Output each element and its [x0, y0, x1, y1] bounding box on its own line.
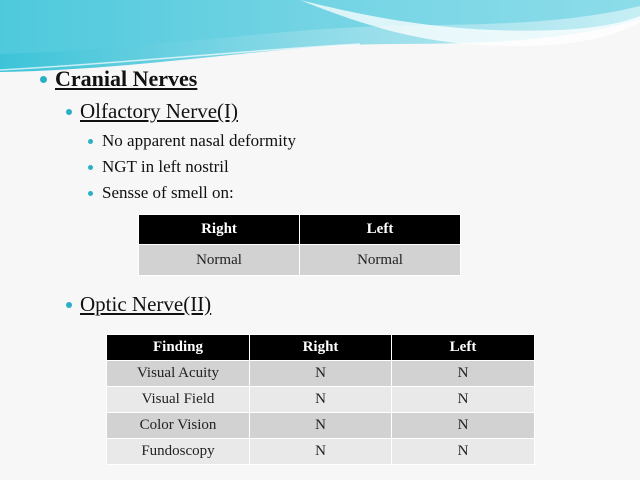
table-cell: N	[392, 387, 535, 413]
bullet-icon	[88, 139, 93, 144]
table-cell: N	[250, 439, 392, 465]
table-row	[107, 361, 535, 387]
table-cell: Visual Field	[107, 387, 250, 413]
table-header-row	[139, 215, 461, 245]
table-cell: Fundoscopy	[107, 439, 250, 465]
olfactory-title: Olfactory Nerve(I)	[80, 99, 238, 123]
column-header: Finding	[107, 335, 250, 361]
table-row	[107, 439, 535, 465]
table-cell: N	[392, 439, 535, 465]
table-cell: N	[392, 361, 535, 387]
bullet-icon	[66, 109, 72, 115]
olfactory-bullet	[88, 131, 296, 151]
table-header-row	[107, 335, 535, 361]
table-cell: N	[250, 387, 392, 413]
bullet-icon	[88, 191, 93, 196]
column-header: Left	[392, 335, 535, 361]
table-row	[107, 413, 535, 439]
bullet-icon	[88, 165, 93, 170]
cranial-nerves-heading: Cranial Nerves	[55, 66, 198, 91]
column-header: Right	[250, 335, 392, 361]
table-cell: Color Vision	[107, 413, 250, 439]
bullet-icon	[40, 76, 47, 83]
table-cell: Normal	[139, 245, 300, 276]
olfactory-bullet	[88, 157, 229, 177]
olfactory-bullet	[88, 183, 234, 203]
optic-table	[106, 334, 535, 465]
column-header: Right	[139, 215, 300, 245]
table-cell: Visual Acuity	[107, 361, 250, 387]
table-cell: N	[392, 413, 535, 439]
bullet-icon	[66, 302, 72, 308]
optic-title: Optic Nerve(II)	[80, 292, 212, 316]
section-heading	[40, 66, 197, 92]
bullet-text: Sensse of smell on:	[102, 183, 234, 202]
olfactory-section-title	[66, 99, 238, 124]
table-row	[107, 387, 535, 413]
table-cell: N	[250, 413, 392, 439]
optic-section-title	[66, 292, 211, 317]
bullet-text: NGT in left nostril	[102, 157, 229, 176]
smell-table	[138, 214, 461, 276]
table-cell: Normal	[300, 245, 461, 276]
column-header: Left	[300, 215, 461, 245]
table-row	[139, 245, 461, 276]
table-cell: N	[250, 361, 392, 387]
bullet-text: No apparent nasal deformity	[102, 131, 297, 150]
